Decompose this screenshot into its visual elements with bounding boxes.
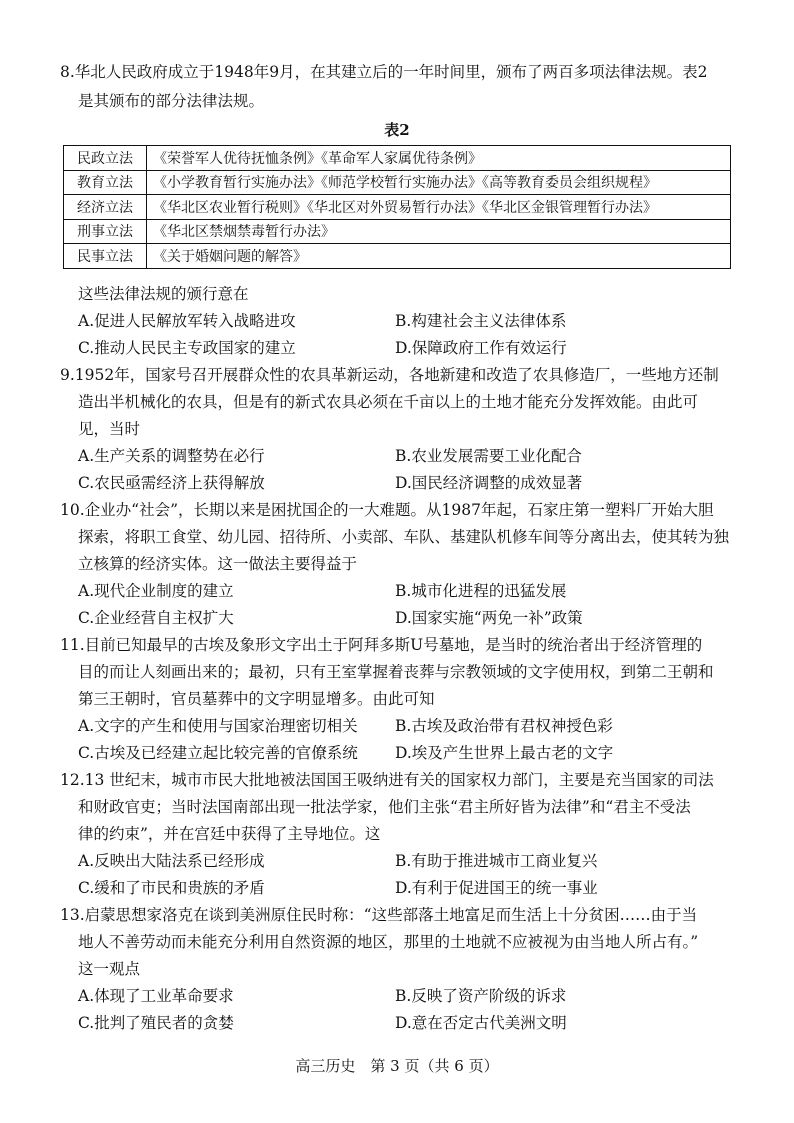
table-row	[64, 146, 731, 171]
q11-stem-line3: 第三王朝时，官员墓葬中的文字明显增多。由此可知	[78, 690, 435, 708]
q9-stem-line1: 9.1952年，国家号召开展群众性的农具革新运动，各地新建和改造了农具修造厂，一些地方还制	[60, 366, 719, 384]
q10-stem-line3: 立核算的经济实体。这一做法主要得益于	[78, 555, 358, 573]
page-footer: 高三历史 第 3 页（共 6 页）	[295, 1057, 499, 1075]
table-category: 民政立法	[64, 146, 147, 171]
q8-option-a[interactable]: A.促进人民解放军转入战略进攻	[78, 312, 296, 330]
q11-option-a[interactable]: A.文字的产生和使用与国家治理密切相关	[78, 717, 358, 735]
q12-option-c[interactable]: C.缓和了市民和贵族的矛盾	[78, 879, 265, 897]
q12-stem-line3: 律的约束”，并在宫廷中获得了主导地位。这	[78, 825, 381, 843]
table-title: 表2	[384, 121, 410, 139]
table-row	[64, 170, 731, 195]
q8-question: 这些法律法规的颁行意在	[78, 285, 249, 303]
q11-stem-line2: 目的而让人刻画出来的；最初，只有王室掌握着丧葬与宗教领域的文字使用权，到第二王朝和	[78, 663, 714, 681]
table-category: 经济立法	[64, 195, 147, 220]
q9-option-a[interactable]: A.生产关系的调整势在必行	[78, 447, 265, 465]
q8-option-c[interactable]: C.推动人民民主专政国家的建立	[78, 339, 296, 357]
q13-stem-line3: 这一观点	[78, 960, 141, 978]
table-category: 民事立法	[64, 244, 147, 269]
q11-option-b[interactable]: B.古埃及政治带有君权神授色彩	[395, 717, 613, 735]
q10-stem-line1: 10.企业办“社会”，长期以来是困扰国企的一大难题。从1987年起，石家庄第一塑料厂开始大胆	[60, 501, 714, 519]
q8-stem-line1: 8.华北人民政府成立于1948年9月，在其建立后的一年时间里，颁布了两百多项法律法规。表2	[60, 63, 708, 81]
q11-option-d[interactable]: D.埃及产生世界上最古老的文字	[395, 744, 614, 762]
q13-stem-line2: 地人不善劳动而未能充分利用自然资源的地区，那里的土地就不应被视为由当地人所占有。”	[78, 933, 699, 951]
q9-option-b[interactable]: B.农业发展需要工业化配合	[395, 447, 582, 465]
q10-option-c[interactable]: C.企业经营自主权扩大	[78, 609, 234, 627]
q9-stem-line2: 造出半机械化的农具，但是有的新式农具必须在千亩以上的土地才能充分发挥效能。由此可	[78, 393, 699, 411]
table-laws: 《华北区农业暂行税则》《华北区对外贸易暂行办法》《华北区金银管理暂行办法》	[147, 195, 731, 220]
q11-option-c[interactable]: C.古埃及已经建立起比较完善的官僚系统	[78, 744, 358, 762]
q12-option-a[interactable]: A.反映出大陆法系已经形成	[78, 852, 265, 870]
q8-option-d[interactable]: D.保障政府工作有效运行	[395, 339, 567, 357]
q10-option-b[interactable]: B.城市化进程的迅猛发展	[395, 582, 567, 600]
q9-option-c[interactable]: C.农民亟需经济上获得解放	[78, 474, 265, 492]
q12-option-d[interactable]: D.有利于促进国王的统一事业	[395, 879, 598, 897]
q11-stem-line1: 11.目前已知最早的古埃及象形文字出土于阿拜多斯U号墓地，是当时的统治者出于经济管理的	[60, 636, 703, 654]
table-row	[64, 244, 731, 269]
q13-stem-line1: 13.启蒙思想家洛克在谈到美洲原住民时称：“这些部落土地富足而生活上十分贫困……由于当	[60, 906, 698, 924]
q9-stem-line3: 见，当时	[78, 420, 141, 438]
q12-stem-line1: 12.13 世纪末，城市市民大批地被法国国王吸纳进有关的国家权力部门，主要是充当国家的司法	[60, 771, 714, 789]
q10-option-d[interactable]: D.国家实施“两免一补”政策	[395, 609, 583, 627]
table-category: 刑事立法	[64, 219, 147, 244]
q12-stem-line2: 和财政官吏；当时法国南部出现一批法学家，他们主张“君主所好皆为法律”和“君主不受法	[78, 798, 691, 816]
q10-option-a[interactable]: A.现代企业制度的建立	[78, 582, 234, 600]
q9-option-d[interactable]: D.国民经济调整的成效显著	[395, 474, 583, 492]
q12-option-b[interactable]: B.有助于推进城市工商业复兴	[395, 852, 598, 870]
table-row	[64, 195, 731, 220]
q10-stem-line2: 探索，将职工食堂、幼儿园、招待所、小卖部、车队、基建队机修车间等分离出去，使其转为独	[78, 528, 730, 546]
table-laws: 《荣誉军人优待抚恤条例》《革命军人家属优待条例》	[147, 146, 731, 171]
table-laws: 《华北区禁烟禁毒暂行办法》	[147, 219, 731, 244]
table-row	[64, 219, 731, 244]
table-laws: 《小学教育暂行实施办法》《师范学校暂行实施办法》《高等教育委员会组织规程》	[147, 170, 731, 195]
q13-option-a[interactable]: A.体现了工业革命要求	[78, 987, 234, 1005]
q8-option-b[interactable]: B.构建社会主义法律体系	[395, 312, 567, 330]
q8-stem-line2: 是其颁布的部分法律法规。	[78, 92, 265, 110]
q13-option-d[interactable]: D.意在否定古代美洲文明	[395, 1014, 567, 1032]
q13-option-c[interactable]: C.批判了殖民者的贪婪	[78, 1014, 234, 1032]
table-laws: 《关于婚姻问题的解答》	[147, 244, 731, 269]
q13-option-b[interactable]: B.反映了资产阶级的诉求	[395, 987, 567, 1005]
law-table	[63, 145, 731, 269]
table-category: 教育立法	[64, 170, 147, 195]
